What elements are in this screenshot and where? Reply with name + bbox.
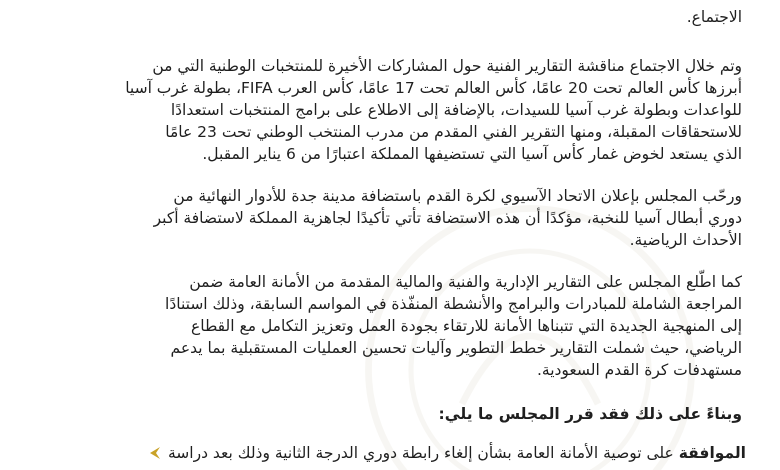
article-line: مستهدفات كرة القدم السعودية. — [536, 361, 742, 379]
article-line: كما اطّلع المجلس على التقارير الإدارية والفنية والمالية المقدمة من الأمانة العامة ضمن — [189, 273, 742, 291]
article-line: الاجتماع. — [686, 8, 742, 26]
article-line: إلى المنهجية الجديدة التي تتبناها الأمانة للارتقاء بجودة العمل وتعزيز التكامل مع القطاع — [190, 317, 742, 335]
decision-heading: وبناءً على ذلك فقد قرر المجلس ما يلي: — [438, 405, 742, 423]
article-line: للاستحقاقات المقبلة، ومنها التقرير الفني المقدم من مدرب المنتخب الوطني تحت 23 عامًا — [165, 123, 742, 141]
decision-bullet — [148, 442, 746, 464]
decision-bullet-bold: الموافقة — [678, 444, 746, 462]
article-line: وتم خلال الاجتماع مناقشة التقارير الفنية حول المشاركات الأخيرة للمنتخبات الوطنية التي من — [152, 57, 742, 75]
article-line: الرياضي، حيث شملت التقارير خطط التطوير وآليات تحسين العمليات المستقبلية بما يدعم — [170, 339, 742, 357]
decision-bullet-text — [168, 442, 746, 464]
article-line: ورحّب المجلس بإعلان الاتحاد الآسيوي لكرة القدم باستضافة مدينة جدة للأدوار النهائية من — [173, 187, 742, 205]
article-line: المراجعة الشاملة للمبادرات والبرامج والأنشطة المنفّذة في المواسم السابقة، وذلك استنادًا — [165, 295, 742, 313]
article-line: للواعدات وبطولة غرب آسيا للسيدات، بالإضافة إلى الاطلاع على برامج المنتخبات استعدادًا — [170, 101, 742, 119]
chevron-bullet-icon — [148, 446, 162, 460]
decision-bullet-rest: على توصية الأمانة العامة بشأن إلغاء رابطة دوري الدرجة الثانية وذلك بعد دراسة — [168, 444, 679, 462]
article-line: دوري أبطال آسيا للنخبة، مؤكدًا أن هذه الاستضافة تأتي تأكيدًا لجاهزية المملكة لاستضافة أكبر — [153, 209, 742, 227]
article-line: أبرزها كأس العالم تحت 20 عامًا، كأس العالم تحت 17 عامًا، كأس العرب FIFA، بطولة غرب آسيا — [125, 79, 742, 97]
article-line: الذي يستعد لخوض غمار كأس آسيا التي تستضيفها المملكة اعتبارًا من 6 يناير المقبل. — [202, 145, 742, 163]
article-line: الأحداث الرياضية. — [629, 231, 742, 249]
